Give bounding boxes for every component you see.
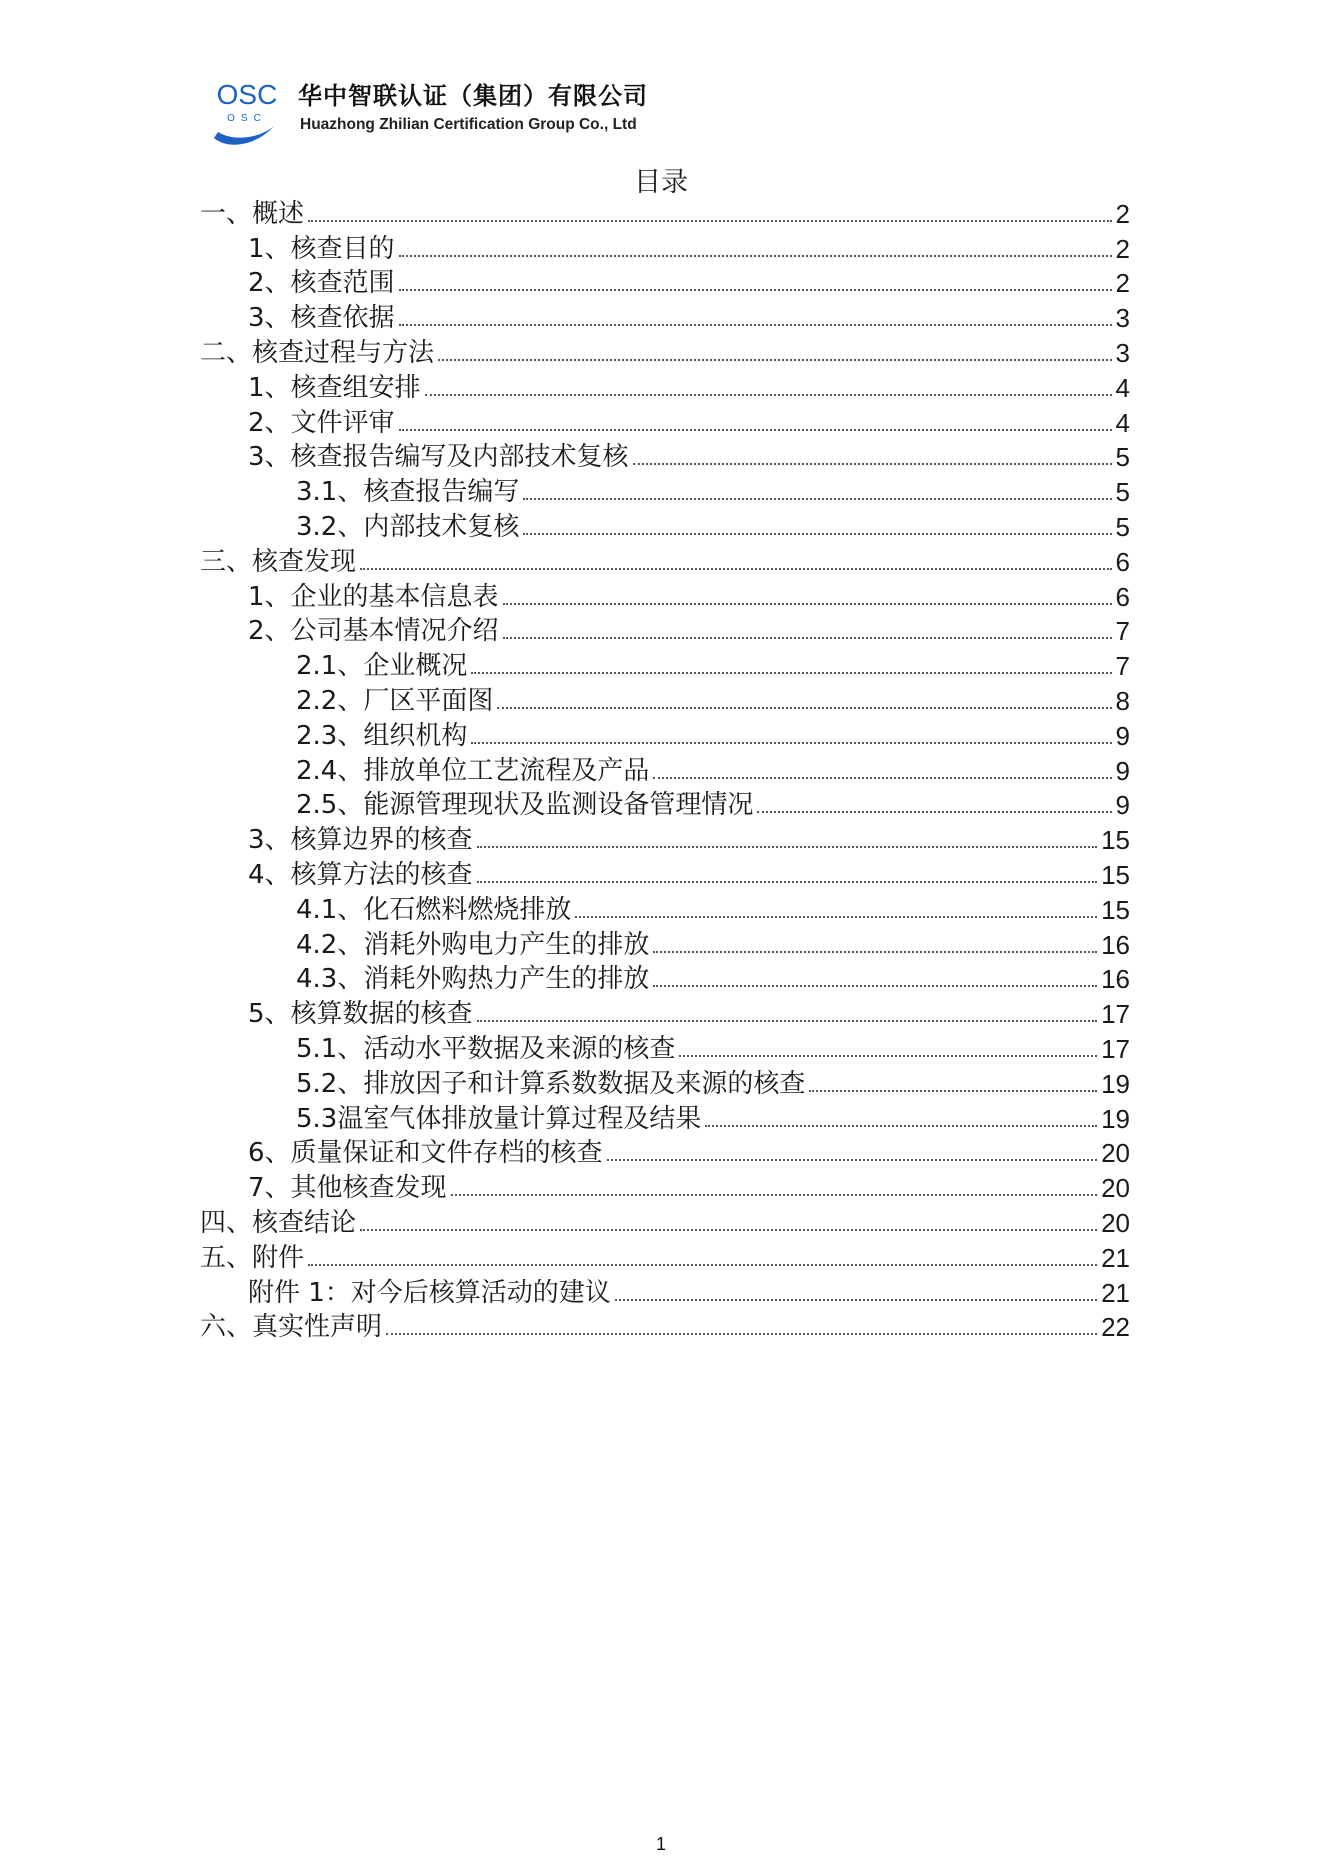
toc-entry[interactable] — [200, 509, 1130, 544]
toc-dot-leader — [477, 1020, 1098, 1022]
toc-entry-label: 4.1、化石燃料燃烧排放 — [296, 894, 572, 925]
logo-swoosh — [214, 126, 274, 145]
toc-dot-leader — [360, 1229, 1097, 1231]
toc-entry[interactable] — [200, 266, 1130, 301]
toc-dot-leader — [399, 289, 1112, 291]
toc-entry-page: 21 — [1101, 1277, 1130, 1308]
toc-entry[interactable] — [200, 1031, 1130, 1066]
toc-entry-label: 六、真实性声明 — [200, 1312, 383, 1343]
toc-entry-page: 7 — [1115, 651, 1130, 682]
company-name-en: Huazhong Zhilian Certification Group Co., Ltd — [300, 116, 637, 133]
toc-entry-label: 1、核查组安排 — [248, 372, 421, 403]
toc-entry[interactable] — [200, 683, 1130, 718]
toc-dot-leader — [399, 324, 1112, 326]
toc-entry-label: 2.3、组织机构 — [296, 720, 468, 751]
toc-dot-leader — [451, 1194, 1098, 1196]
toc-dot-leader — [575, 916, 1097, 918]
toc-title: 目录 — [634, 167, 688, 198]
toc-dot-leader — [523, 533, 1111, 535]
toc-entry-label: 1、核查目的 — [248, 233, 395, 264]
toc-entry-page: 16 — [1101, 964, 1130, 995]
toc-entry-page: 9 — [1115, 720, 1130, 751]
toc-entry-label: 4.2、消耗外购电力产生的排放 — [296, 929, 650, 960]
toc-entry-page: 15 — [1101, 825, 1130, 856]
toc-entry[interactable] — [200, 196, 1130, 231]
toc-entry-label: 7、其他核查发现 — [248, 1173, 447, 1204]
toc-entry-label: 二、核查过程与方法 — [200, 337, 435, 368]
toc-entry-label: 2.4、排放单位工艺流程及产品 — [296, 755, 650, 786]
logo-text: OSC — [216, 79, 278, 110]
toc-entry-label: 附件 1：对今后核算活动的建议 — [248, 1277, 611, 1308]
toc-entry[interactable] — [200, 335, 1130, 370]
toc-entry[interactable] — [200, 440, 1130, 475]
toc-entry[interactable] — [200, 788, 1130, 823]
toc-entry[interactable] — [200, 474, 1130, 509]
toc-entry[interactable] — [200, 753, 1130, 788]
toc-entry-label: 2.5、能源管理现状及监测设备管理情况 — [296, 790, 754, 821]
toc-dot-leader — [399, 255, 1112, 257]
toc-dot-leader — [653, 777, 1111, 779]
toc-entry-page: 16 — [1101, 929, 1130, 960]
toc-entry-page: 21 — [1101, 1242, 1130, 1273]
toc-entry[interactable] — [200, 544, 1130, 579]
toc-entry-label: 3.2、内部技术复核 — [296, 511, 520, 542]
toc-entry[interactable] — [200, 1310, 1130, 1345]
toc-entry-page: 5 — [1115, 477, 1130, 508]
logo-subtext: OSC — [227, 113, 267, 124]
toc-dot-leader — [607, 1159, 1098, 1161]
toc-entry-label: 一、概述 — [200, 198, 305, 229]
toc-entry-label: 6、质量保证和文件存档的核查 — [248, 1138, 603, 1169]
toc-entry-page: 15 — [1101, 894, 1130, 925]
table-of-contents — [200, 196, 1130, 1344]
toc-entry-page: 2 — [1115, 268, 1130, 299]
toc-dot-leader — [477, 881, 1098, 883]
toc-entry[interactable] — [200, 857, 1130, 892]
toc-entry-label: 4.3、消耗外购热力产生的排放 — [296, 964, 650, 995]
toc-entry[interactable] — [200, 822, 1130, 857]
toc-entry-page: 3 — [1115, 337, 1130, 368]
toc-entry-label: 5.2、排放因子和计算系数数据及来源的核查 — [296, 1068, 806, 1099]
toc-entry-label: 4、核算方法的核查 — [248, 859, 473, 890]
toc-entry-page: 7 — [1115, 616, 1130, 647]
toc-dot-leader — [497, 707, 1111, 709]
toc-entry-label: 5.3温室气体排放量计算过程及结果 — [296, 1103, 702, 1134]
toc-entry-label: 五、附件 — [200, 1242, 305, 1273]
toc-dot-leader — [679, 1055, 1097, 1057]
toc-entry-page: 19 — [1101, 1103, 1130, 1134]
toc-entry-page: 20 — [1101, 1138, 1130, 1169]
toc-entry-label: 5、核算数据的核查 — [248, 999, 473, 1030]
toc-entry[interactable] — [200, 300, 1130, 335]
toc-entry-label: 3、核查依据 — [248, 303, 395, 334]
toc-entry[interactable] — [200, 718, 1130, 753]
toc-entry[interactable] — [200, 927, 1130, 962]
toc-entry-label: 四、核查结论 — [200, 1207, 357, 1238]
toc-entry-label: 2、核查范围 — [248, 268, 395, 299]
toc-entry[interactable] — [200, 892, 1130, 927]
toc-dot-leader — [757, 811, 1111, 813]
toc-entry-page: 22 — [1101, 1312, 1130, 1343]
toc-entry[interactable] — [200, 370, 1130, 405]
toc-entry-label: 3.1、核查报告编写 — [296, 477, 520, 508]
toc-dot-leader — [399, 429, 1112, 431]
toc-entry[interactable] — [200, 962, 1130, 997]
toc-entry-label: 3、核查报告编写及内部技术复核 — [248, 442, 629, 473]
toc-dot-leader — [705, 1125, 1097, 1127]
toc-entry-label: 2、公司基本情况介绍 — [248, 616, 499, 647]
toc-dot-leader — [503, 603, 1112, 605]
toc-entry-page: 5 — [1115, 442, 1130, 473]
toc-entry[interactable] — [200, 231, 1130, 266]
toc-entry-page: 2 — [1115, 198, 1130, 229]
toc-entry-label: 三、核查发现 — [200, 546, 357, 577]
toc-entry[interactable] — [200, 1136, 1130, 1171]
toc-entry[interactable] — [200, 579, 1130, 614]
toc-dot-leader — [477, 846, 1098, 848]
company-name-cn: 华中智联认证（集团）有限公司 — [298, 82, 648, 110]
toc-dot-leader — [653, 985, 1097, 987]
toc-dot-leader — [471, 672, 1111, 674]
toc-entry-page: 4 — [1115, 372, 1130, 403]
toc-entry[interactable] — [200, 1066, 1130, 1101]
toc-entry-page: 20 — [1101, 1173, 1130, 1204]
toc-entry-page: 3 — [1115, 303, 1130, 334]
toc-entry[interactable] — [200, 614, 1130, 649]
toc-dot-leader — [653, 951, 1097, 953]
toc-entry-label: 2、文件评审 — [248, 407, 395, 438]
toc-entry-page: 17 — [1101, 999, 1130, 1030]
toc-dot-leader — [425, 394, 1112, 396]
company-logo — [208, 74, 286, 148]
toc-dot-leader — [503, 637, 1112, 639]
toc-entry-label: 2.1、企业概况 — [296, 651, 468, 682]
toc-entry-page: 4 — [1115, 407, 1130, 438]
toc-dot-leader — [615, 1299, 1097, 1301]
toc-dot-leader — [471, 742, 1111, 744]
toc-dot-leader — [809, 1090, 1097, 1092]
toc-entry-label: 5.1、活动水平数据及来源的核查 — [296, 1033, 676, 1064]
toc-entry[interactable] — [200, 1170, 1130, 1205]
page-number: 1 — [655, 1834, 666, 1854]
toc-dot-leader — [633, 463, 1112, 465]
toc-entry-page: 6 — [1115, 546, 1130, 577]
toc-entry-label: 3、核算边界的核查 — [248, 825, 473, 856]
toc-entry-page: 17 — [1101, 1033, 1130, 1064]
toc-dot-leader — [308, 220, 1112, 222]
toc-entry[interactable] — [200, 405, 1130, 440]
toc-dot-leader — [360, 568, 1112, 570]
toc-entry-page: 2 — [1115, 233, 1130, 264]
page-header — [208, 74, 728, 148]
toc-entry[interactable] — [200, 996, 1130, 1031]
toc-dot-leader — [386, 1333, 1097, 1335]
toc-entry-page: 15 — [1101, 859, 1130, 890]
toc-entry-page: 20 — [1101, 1207, 1130, 1238]
toc-entry-label: 2.2、厂区平面图 — [296, 685, 494, 716]
toc-entry-page: 9 — [1115, 790, 1130, 821]
toc-dot-leader — [438, 359, 1112, 361]
toc-entry[interactable] — [200, 648, 1130, 683]
toc-dot-leader — [308, 1264, 1097, 1266]
toc-entry-page: 19 — [1101, 1068, 1130, 1099]
toc-entry-page: 9 — [1115, 755, 1130, 786]
toc-entry-label: 1、企业的基本信息表 — [248, 581, 499, 612]
toc-dot-leader — [523, 498, 1111, 500]
toc-entry[interactable] — [200, 1205, 1130, 1240]
toc-entry-page: 6 — [1115, 581, 1130, 612]
toc-entry[interactable] — [200, 1275, 1130, 1310]
toc-entry-page: 8 — [1115, 685, 1130, 716]
toc-entry[interactable] — [200, 1240, 1130, 1275]
toc-entry-page: 5 — [1115, 511, 1130, 542]
toc-entry[interactable] — [200, 1101, 1130, 1136]
